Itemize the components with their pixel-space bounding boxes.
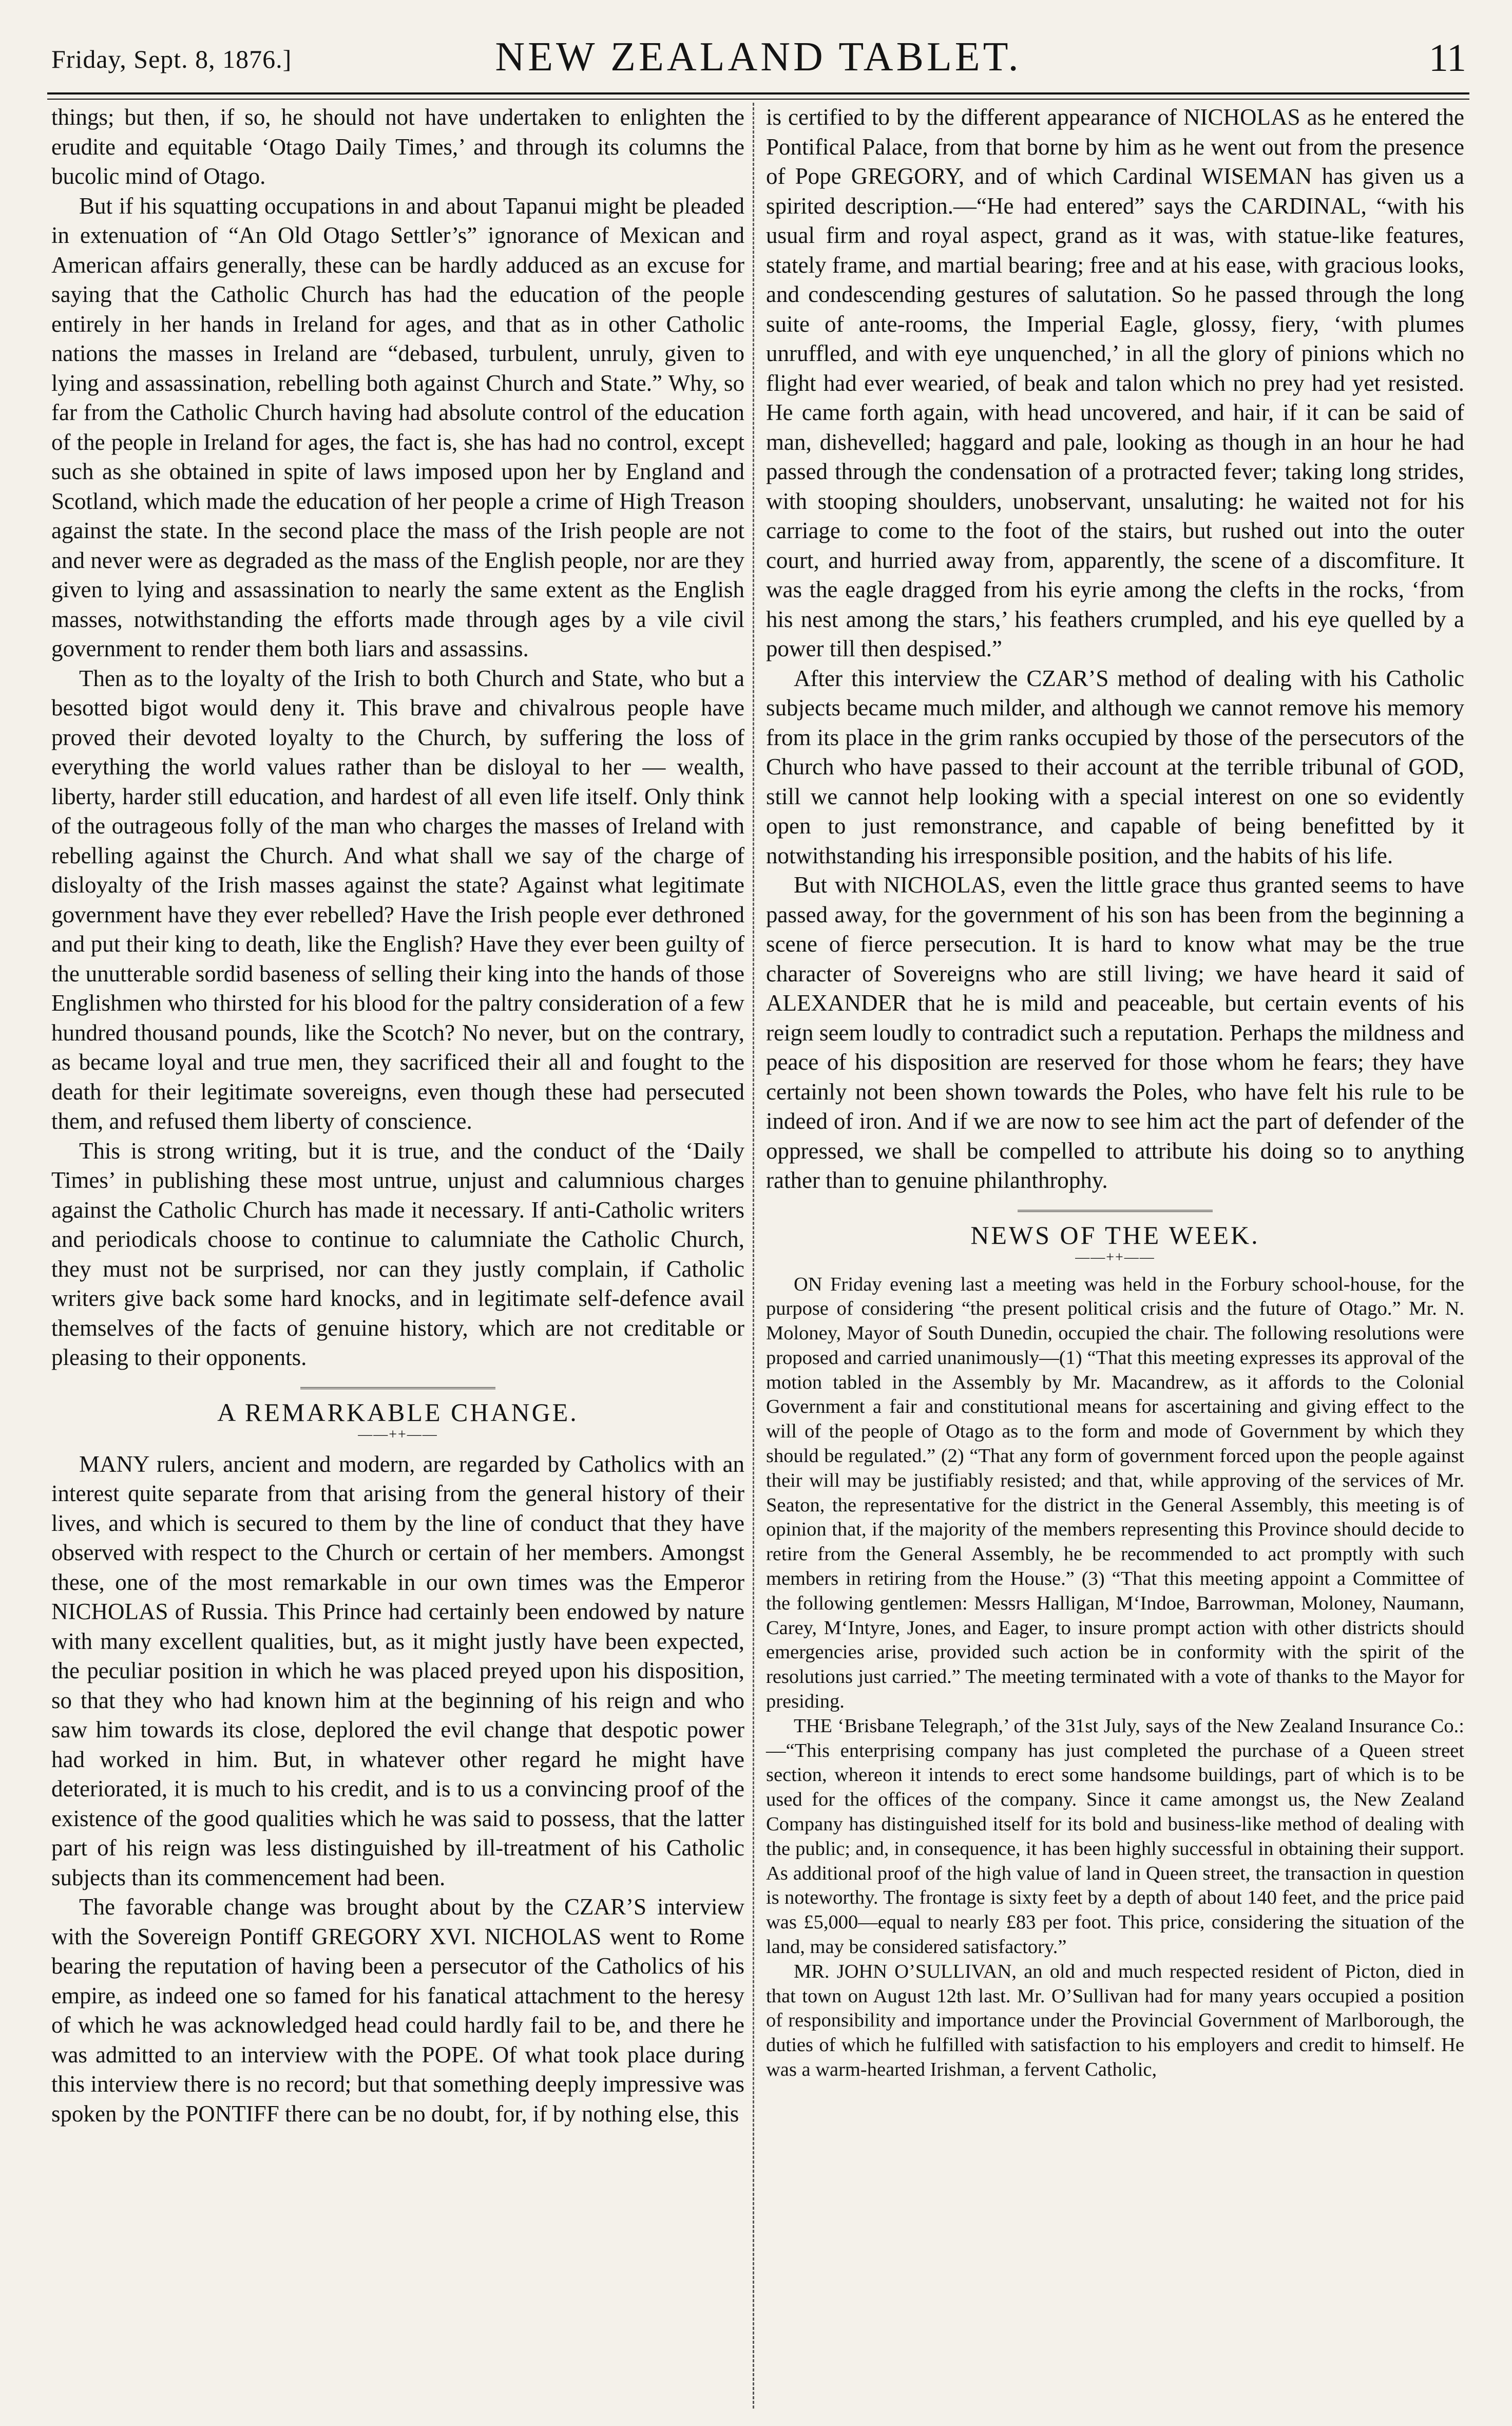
section-rule bbox=[300, 1387, 495, 1392]
left-column bbox=[51, 103, 744, 2129]
article-paragraph: This is strong writing, but it is true, and the conduct of the ‘Daily Times’ in publishing these most untrue, unjust and calumnious charges against the Catholic Church has made it necessary. If anti-Catholic writers and periodicals choose to continue to calumniate the Catholic Church, they must not be surprised, nor can they justly complain, if Catholic writers give back some hard knocks, and in legitimate self-defence avail themselves of the facts of genuine history, which are not creditable or pleasing to their opponents. bbox=[51, 1138, 744, 1370]
right-column bbox=[766, 103, 1464, 2082]
news-item: ON Friday evening last a meeting was held in the Forbury school-house, for the purpose of considering “the present political crisis and the future of Otago.” Mr. N. Moloney, Mayor of South Dunedin, occupied the chair. The following resolutions were proposed and carried unanimously—(1) “That this meeting expresses its approval of the motion tabled in the Assembly by Mr. Macandrew, as it affords to the Colonial Government a fair and constitutional means for ascertaining and giving effect to the will of the people of Otago as to the form and mode of Government by which they should be regulated.” (2) “That any form of government forced upon the people against their will may be justifiably resisted; and that, while approving of the services of Mr. Seaton, the representative for the district in the General Assembly, this meeting is of opinion that, if the majority of the members representing this Province should decide to retire from the General Assembly, he be recommended to act promptly with such members in retiring from the House.” (3) “That this meeting appoint a Committee of the following gentlemen: Messrs Halligan, M‘Indoe, Barrowman, Moloney, Naumann, Carey, M‘Intyre, Jones, and Eager, to insure prompt action with other districts should emergencies arise, provided such action be in conformity with the spirit of the resolutions just carried.” The meeting terminated with a vote of thanks to the Mayor for presiding. bbox=[766, 1273, 1464, 1713]
article-paragraph: is certified to by the different appearance of NICHOLAS as he entered the Pontifical Palace, from that borne by him as he went out from the presence of Pope GREGORY, and of which Cardinal WISEMAN has given us a spirited description.—“He had entered” says the CARDINAL, “with his usual firm and royal aspect, grand as it was, with statue-like features, stately frame, and martial bearing; free and at his ease, with gracious looks, and condescending gestures of salutation. So he passed through the long suite of ante-rooms, the Imperial Eagle, glossy, fiery, ‘with plumes unruffled, and with eye unquenched,’ in all the glory of pinions which no flight had ever wearied, of beak and talon which no prey had yet resisted. He came forth again, with head uncovered, and hair, if it can be said of man, dishevelled; haggard and pale, looking as though in an hour he had passed through the condensation of a protracted fever; taking long strides, with stooping shoulders, unobservant, unsaluting: he waited not for his carriage to come to the foot of the stairs, but rushed out into the outer court, and hurried away from, apparently, the scene of a discomfiture. It was the eagle dragged from his eyrie among the clefts in the rocks, ‘from his nest among the stars,’ his feathers crumpled, and his eye quelled by a power till then despised.” bbox=[766, 104, 1464, 661]
header-date: Friday, Sept. 8, 1876.] bbox=[51, 45, 292, 73]
header-rule bbox=[47, 92, 1469, 94]
article-paragraph: MANY rulers, ancient and modern, are regarded by Catholics with an interest quite separate from that arising from the general history of their lives, and which is secured to them by the line of conduct that they have observed with respect to the Church or certain of her members. Amongst these, one of the most remarkable in our own times was the Emperor NICHOLAS of Russia. This Prince had certainly been endowed by nature with many excellent qualities, but, as it might justly have been expected, the peculiar position in which he was placed preyed upon his disposition, so that they who had known him at the beginning of his reign and who saw him towards its close, deplored the evil change that despotic power had worked in him. But, in whatever other regard he might have deteriorated, it is much to his credit, and is to us a convincing proof of the existence of the good qualities which he was said to possess, that the latter part of his reign was less distinguished by ill-treatment of his Catholic subjects than its commencement had been. bbox=[51, 1451, 744, 1890]
section-ornament: ——++—— bbox=[358, 1426, 438, 1443]
article-paragraph: But if his squatting occupations in and about Tapanui might be pleaded in extenuation of “An Old Otago Settler’s” ignorance of Mexican and American affairs generally, these can be hardly adduced as an excuse for saying that the Catholic Church has had the education of the people entirely in her hands in Ireland for ages, and that as in other Catholic nations the masses in Ireland are “debased, turbulent, unruly, given to lying and assassination, rebelling both against Church and State.” Why, so far from the Catholic Church having had absolute control of the education of the people in Ireland for ages, the fact is, she has had no control, except such as she obtained in spite of laws imposed upon her by England and Scotland, which made the education of her people a crime of High Treason against the state. In the second place the mass of the Irish people are not and never were as degraded as the mass of the English people, nor are they given to lying and assassination to nearly the same extent as the English masses, notwithstanding the efforts made through ages by a vile civil government to render them both liars and assassins. bbox=[51, 193, 744, 661]
section-title: A REMARKABLE CHANGE. bbox=[217, 1397, 579, 1427]
section-ornament: ——++—— bbox=[1075, 1249, 1155, 1265]
news-item: THE ‘Brisbane Telegraph,’ of the 31st July, says of the New Zealand Insurance Co.:—“This enterprising company has just completed the purchase of a Queen street section, whereon it intends to erect some handsome buildings, part of which is to be used for the offices of the company. Since it came amongst us, the New Zealand Company has distinguished itself for its bold and business-like method of dealing with the public; and, in consequence, it has been highly successful in obtaining their support. As additional proof of the high value of land in Queen street, the transaction in question is noteworthy. The frontage is sixty feet by a depth of about 140 feet, and the price paid was £5,000—equal to nearly £83 per foot. This price, considering the situation of the land, may be considered satisfactory.” bbox=[766, 1715, 1464, 1958]
article-paragraph: Then as to the loyalty of the Irish to both Church and State, who but a besotted bigot would deny it. This brave and chivalrous people have proved their devoted loyalty to the Church, by suffering the loss of everything the world values rather than be disloyal to her — wealth, liberty, harder still education, and hardest of all even life itself. Only think of the outrageous folly of the man who charges the masses of Ireland with rebelling against the Church. And what shall we say of the charge of disloyalty of the Irish masses against the state? Against what legitimate government have they ever rebelled? Have the Irish people ever dethroned and put their king to death, like the English? Have they ever been guilty of the unutterable sordid baseness of selling their king into the hands of those Englishmen who thirsted for his blood for the paltry consideration of a few hundred thousand pounds, like the Scotch? No never, but on the contrary, as became loyal and true men, they sacrificed their all and fought to the death for their legitimate sovereigns, even though these had persecuted them, and refused them liberty of conscience. bbox=[51, 665, 744, 1134]
section-rule bbox=[1018, 1210, 1213, 1215]
header-rule-thin bbox=[47, 99, 1469, 100]
page-header bbox=[47, 34, 1469, 88]
column-divider bbox=[753, 103, 754, 2409]
news-item: MR. JOHN O’SULLIVAN, an old and much respected resident of Picton, died in that town on August 12th last. Mr. O’Sullivan had for many years occupied a position of responsibility and importance under the Provincial Government of Marlborough, the duties of which he fulfilled with satisfaction to his employers and credit to himself. He was a warm-hearted Irishman, a fervent Catholic, bbox=[766, 1960, 1464, 2080]
page-number: 11 bbox=[1428, 36, 1466, 80]
newspaper-title: NEW ZEALAND TABLET. bbox=[495, 34, 1022, 80]
section-heading-news-of-the-week bbox=[766, 1210, 1464, 1265]
article-paragraph: things; but then, if so, he should not have undertaken to enlighten the erudite and equitable ‘Otago Daily Times,’ and through its columns the bucolic mind of Otago. bbox=[51, 104, 744, 189]
article-paragraph: The favorable change was brought about by the CZAR’S interview with the Sovereign Pontiff GREGORY XVI. NICHOLAS went to Rome bearing the reputation of having been a persecutor of the Catholics of his empire, as indeed one so famed for his fanatical attachment to the heresy of which he was acknowledged head could hardly fail to be, and there he was admitted to an interview with the POPE. Of what took place during this interview there is no record; but that something deeply impressive was spoken by the PONTIFF there can be no doubt, for, if by nothing else, this bbox=[51, 1894, 744, 2127]
article-paragraph: But with NICHOLAS, even the little grace thus granted seems to have passed away, for the government of his son has been from the beginning a scene of fierce persecution. It is hard to know what may be the true character of Sovereigns who are still living; we have heard it said of ALEXANDER that he is mild and peaceable, but certain events of his reign seem loudly to contradict such a reputation. Perhaps the mildness and peace of his disposition are reserved for those whom he fears; they have certainly not been shown towards the Poles, who have felt his rule to be indeed of iron. And if we are now to see him act the part of defender of the oppressed, we shall be compelled to attribute his doing so to anything rather than to genuine philanthrophy. bbox=[766, 872, 1464, 1193]
section-heading-remarkable-change bbox=[51, 1387, 744, 1443]
article-paragraph: After this interview the CZAR’S method of dealing with his Catholic subjects became much milder, and although we cannot remove his memory from its place in the grim ranks occupied by those of the persecutors of the Church who have passed to their account at the terrible tribunal of GOD, still we cannot help looking with a special interest on one so evidently open to just remonstrance, and capable of being benefitted by it notwithstanding his irresponsible position, and the habits of his life. bbox=[766, 665, 1464, 868]
section-title: NEWS OF THE WEEK. bbox=[970, 1220, 1260, 1249]
